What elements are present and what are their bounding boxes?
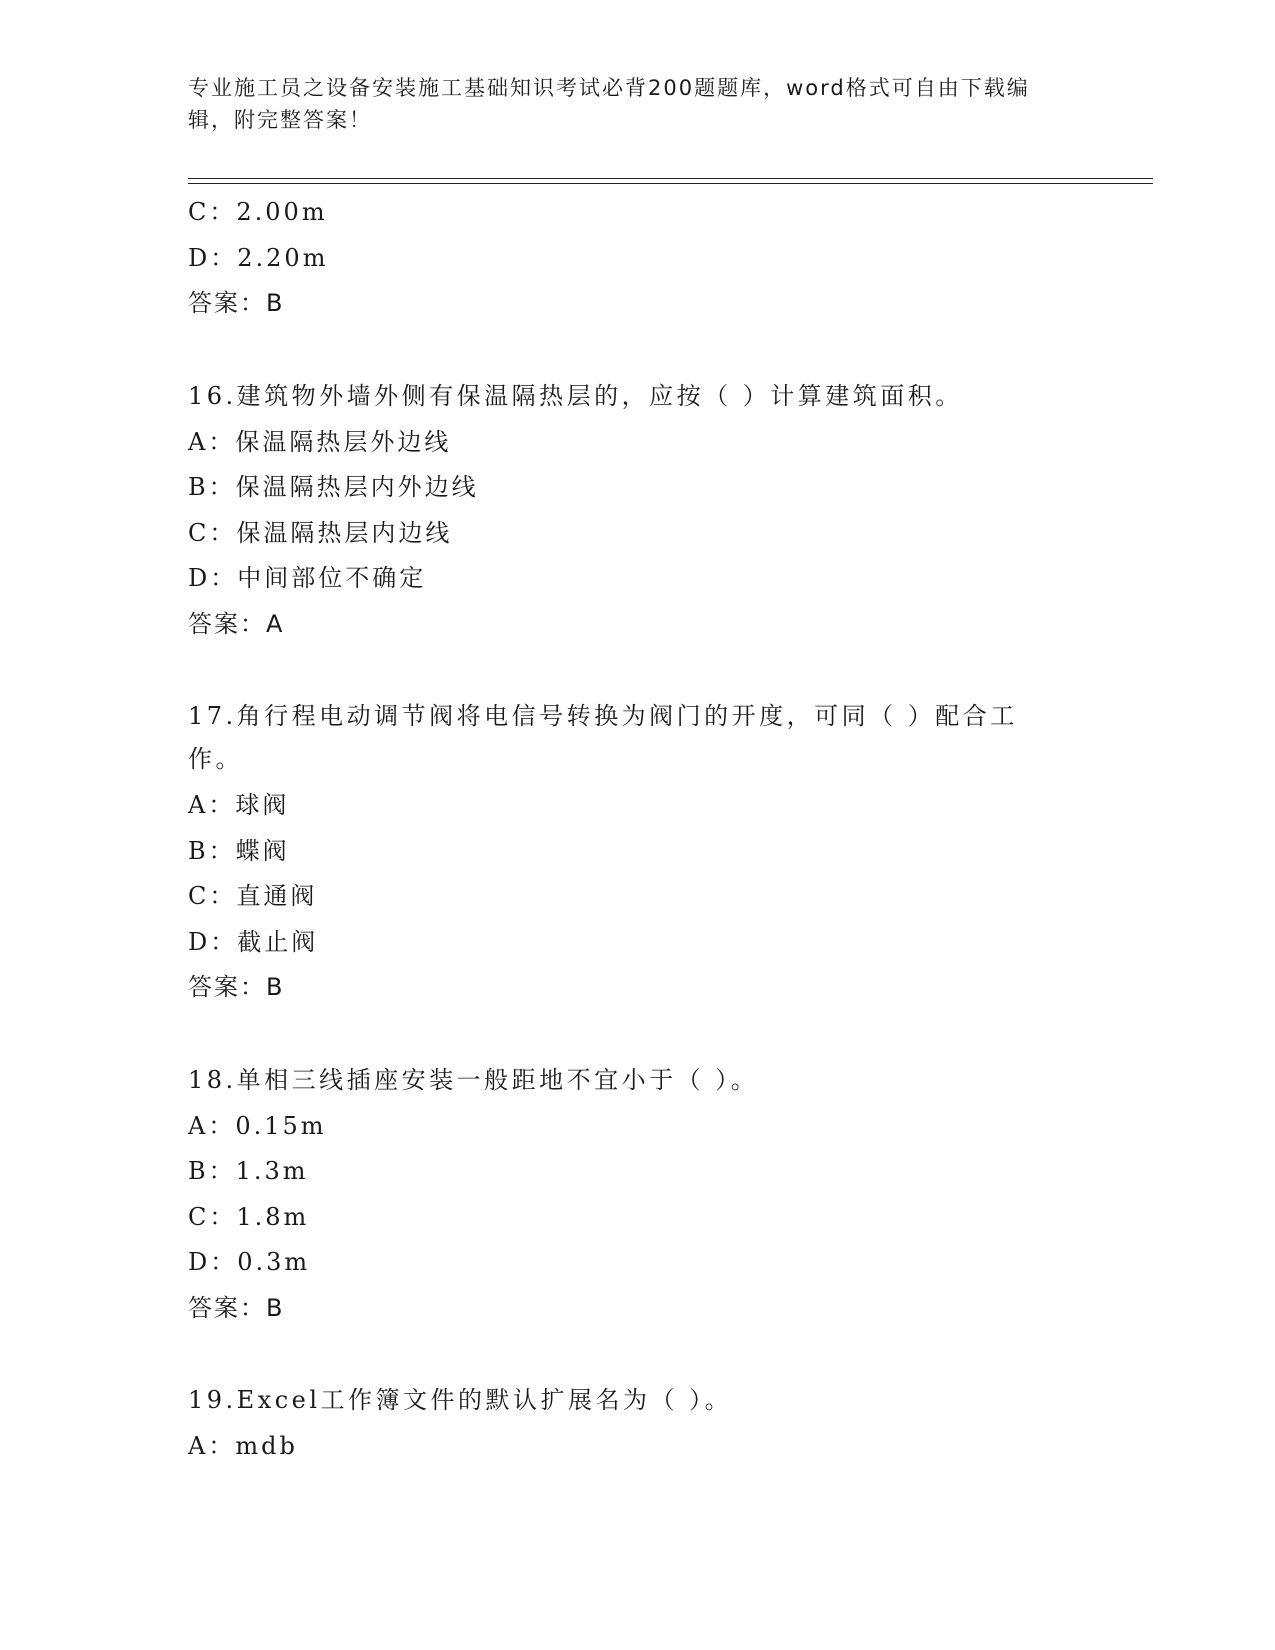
option-letter: A： xyxy=(188,427,236,456)
option-text: 保温隔热层内边线 xyxy=(236,518,453,547)
answer-line: 答案：B xyxy=(188,1293,285,1322)
option-letter: C： xyxy=(188,198,237,226)
question-text: 19.Excel工作簿文件的默认扩展名为（ ）。 xyxy=(188,1386,733,1414)
option-line xyxy=(188,556,1088,602)
option-letter: D： xyxy=(188,243,238,272)
option-letter: D： xyxy=(188,927,238,956)
option-line xyxy=(188,874,1088,920)
option-line xyxy=(188,829,1088,875)
option-text: 保温隔热层内外边线 xyxy=(235,473,479,501)
question-spacer xyxy=(188,647,1088,693)
option-letter: C： xyxy=(188,1202,237,1231)
question-text: 17.角行程电动调节阀将电信号转换为阀门的开度，可同（ ）配合工作。 xyxy=(188,702,1018,773)
option-text: 中间部位不确定 xyxy=(237,564,427,592)
option-text: 保温隔热层外边线 xyxy=(235,427,452,456)
option-line xyxy=(188,1195,1088,1241)
option-line xyxy=(188,1240,1088,1286)
answer-line: 答案：A xyxy=(188,609,285,638)
option-text: 蝶阀 xyxy=(235,836,290,865)
option-letter: A： xyxy=(188,1111,236,1140)
question-list xyxy=(188,190,1088,1470)
option-line xyxy=(188,920,1088,966)
option-text: 球阀 xyxy=(235,791,290,819)
option-letter: D： xyxy=(188,1248,238,1276)
question-text: 18.单相三线插座安装一般距地不宜小于（ ）。 xyxy=(188,1065,759,1094)
option-text: 2.20m xyxy=(237,243,329,272)
header-title: 专业施工员之设备安装施工基础知识考试必背200题题库，word格式可自由下载编辑，附完整答案！ xyxy=(188,76,1030,132)
option-text: 0.15m xyxy=(235,1111,327,1140)
option-text: 1.3m xyxy=(235,1157,309,1185)
answer-line: 答案：B xyxy=(188,973,285,1001)
option-letter: C： xyxy=(188,882,237,910)
option-text: 1.8m xyxy=(236,1202,310,1231)
option-text: 截止阀 xyxy=(237,927,319,956)
option-line xyxy=(188,511,1088,557)
option-letter: B： xyxy=(188,1157,236,1185)
question-text: 16.建筑物外墙外侧有保温隔热层的，应按（ ）计算建筑面积。 xyxy=(188,381,963,410)
option-letter: B： xyxy=(188,836,236,865)
question-spacer xyxy=(188,1011,1088,1057)
option-text: 直通阀 xyxy=(236,882,318,910)
option-line xyxy=(188,1424,1088,1470)
option-text: 2.00m xyxy=(236,198,328,226)
option-letter: C： xyxy=(188,518,237,547)
option-letter: B： xyxy=(188,473,236,501)
option-line xyxy=(188,236,1088,282)
header-divider-bottom xyxy=(188,183,1153,184)
option-letter: A： xyxy=(188,791,236,819)
option-line xyxy=(188,420,1088,466)
question-spacer xyxy=(188,327,1088,373)
option-text: 0.3m xyxy=(237,1248,311,1276)
header-divider-top xyxy=(188,178,1153,179)
option-line xyxy=(188,1149,1088,1195)
option-letter: D： xyxy=(188,564,238,592)
option-line xyxy=(188,1104,1088,1150)
option-line xyxy=(188,190,1088,236)
option-text: mdb xyxy=(235,1432,298,1460)
document-header xyxy=(188,72,1068,136)
option-line xyxy=(188,783,1088,829)
option-line xyxy=(188,465,1088,511)
question-spacer xyxy=(188,1331,1088,1377)
answer-line: 答案：B xyxy=(188,289,285,317)
option-letter: A： xyxy=(188,1432,236,1460)
